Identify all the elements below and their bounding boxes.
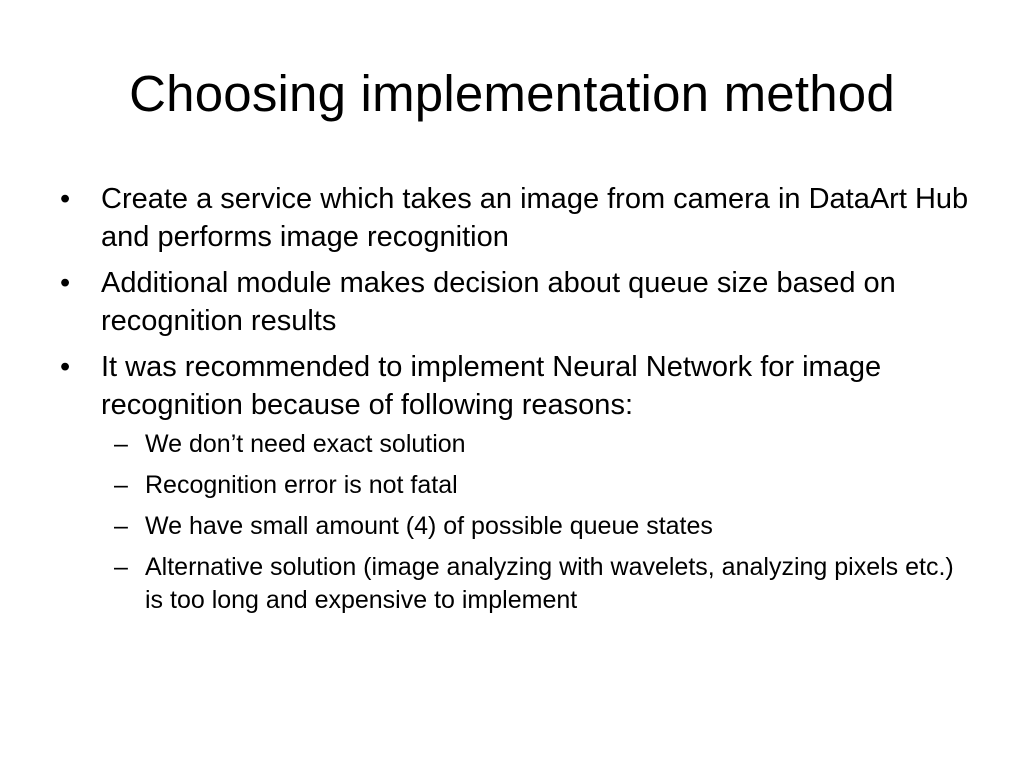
sub-bullet-list [100, 428, 976, 617]
sub-bullet-text: We have small amount (4) of possible queue states [145, 512, 713, 540]
dash-marker: – [114, 471, 128, 499]
sub-bullet-text: Alternative solution (image analyzing with wavelets, analyzing pixels etc.) is too long and expensive to implement [145, 553, 954, 614]
bullet-marker: • [60, 351, 71, 383]
bullet-text: Create a service which takes an image from camera in DataArt Hub and performs image recognition [101, 183, 969, 253]
sub-bullet-item [100, 551, 976, 617]
bullet-marker: • [60, 183, 71, 215]
slide-title: Choosing implementation method [129, 65, 895, 122]
bullet-text: It was recommended to implement Neural Network for image recognition because of following reasons: [101, 351, 882, 421]
sub-bullet-text: We don’t need exact solution [145, 430, 466, 458]
sub-bullet-item [100, 510, 976, 543]
bullet-text: Additional module makes decision about queue size based on recognition results [101, 267, 896, 337]
dash-marker: – [114, 553, 128, 581]
dash-marker: – [114, 512, 128, 540]
bullet-marker: • [60, 267, 71, 299]
bullet-item [56, 180, 976, 256]
sub-bullet-item [100, 469, 976, 502]
dash-marker: – [114, 430, 128, 458]
sub-bullet-item [100, 428, 976, 461]
sub-bullet-text: Recognition error is not fatal [145, 471, 458, 499]
bullet-item [56, 348, 976, 617]
bullet-item [56, 264, 976, 340]
bullet-list [56, 180, 976, 625]
